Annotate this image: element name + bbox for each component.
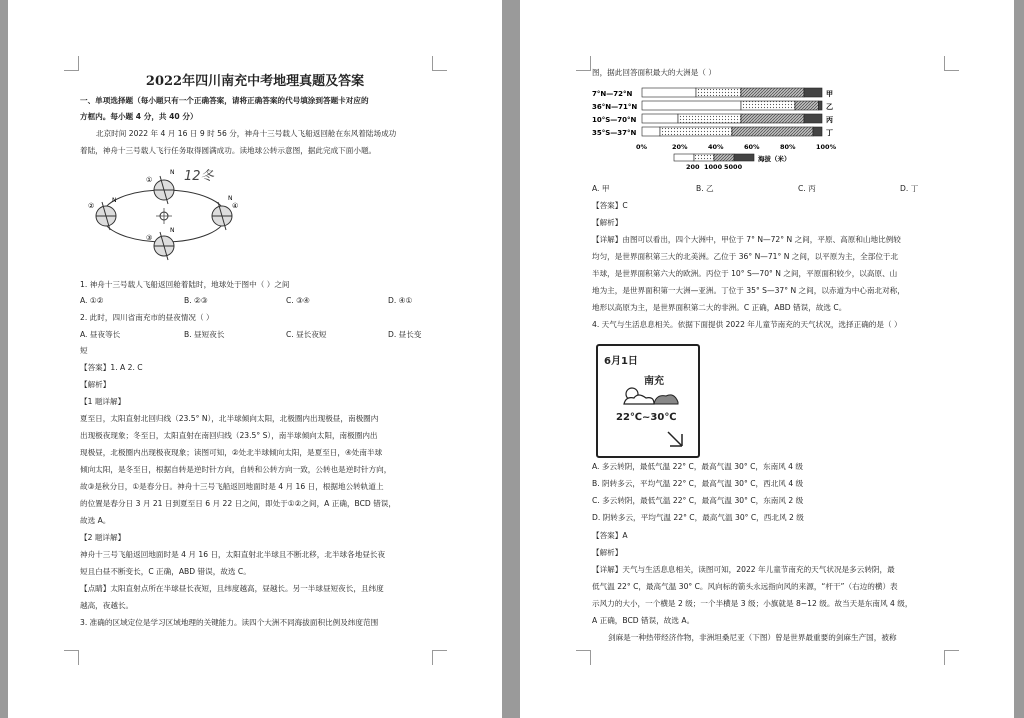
latitude-range-label: 10°S—70°N	[592, 116, 637, 124]
elevation-segment	[813, 127, 822, 136]
paragraph-line: 【详解】由图可以看出，四个大洲中，甲位于 7° N—72° N 之间，平原、高原和山地比例较	[592, 235, 901, 244]
crop-mark	[64, 56, 79, 71]
elevation-segment	[804, 114, 822, 123]
legend-swatch	[734, 154, 754, 161]
document-page-2	[520, 0, 1014, 718]
question-1: 1. 神舟十三号载人飞船返回舱着陆时，地球处于图中（ ）之间	[80, 280, 290, 289]
earth-position-1	[154, 176, 174, 204]
legend-value: 1000	[704, 163, 723, 171]
option-a: A. 多云转阴，最低气温 22° C，最高气温 30° C，东南风 4 级	[592, 462, 804, 471]
option-c: C. ③④	[286, 296, 310, 305]
option-d: D. 昼长变	[388, 330, 422, 339]
weather-date: 6月1日	[604, 356, 638, 367]
paragraph-line: 倾向太阳，是冬至日，根据自转是逆时针方向，自转和公转方向一致，公转也是逆时针方向，	[80, 465, 392, 474]
wind-vane-icon	[666, 430, 686, 450]
position-label: ①	[146, 176, 153, 184]
elevation-segment	[818, 101, 822, 110]
legend-swatch	[694, 154, 714, 161]
north-label: N	[170, 169, 175, 176]
question-3: 3. 准确的区域定位是学习区域地理的关键能力。读四个大洲不同海拔面积比例及纬度范围	[80, 618, 379, 627]
paragraph-line: 出现极夜现象；冬至日，太阳直射在南回归线（23.5° S），南半球倾向太阳，南极圈内出	[80, 431, 378, 440]
handwritten-note: 12冬	[184, 169, 214, 184]
analysis-heading: 【解析】	[592, 218, 623, 227]
paragraph-line: 短且白昼不断变长，C 正确，ABD 错误，故选 C。	[80, 567, 251, 576]
axis-tick-label: 100%	[816, 143, 837, 151]
continent-label: 丁	[826, 129, 833, 137]
paragraph-line: 故选 A。	[80, 516, 111, 525]
axis-tick-label: 80%	[780, 143, 796, 151]
cloudy-icon	[614, 382, 684, 408]
elevation-segment	[732, 127, 813, 136]
elevation-segment	[660, 127, 732, 136]
weather-card	[596, 344, 700, 458]
option-c: C. 昼长夜短	[286, 330, 327, 339]
paragraph-line: 均匀，是世界面积第三大的北美洲。乙位于 36° N—71° N 之间，以平原为主，全部位于北	[592, 252, 899, 261]
answer-line: 【答案】C	[592, 201, 628, 210]
paragraph-line: 着陆，神舟十三号载人飞行任务取得圆满成功。读地球公转示意图，据此完成下面小题。	[80, 146, 377, 155]
answer-line: 【答案】A	[592, 531, 628, 540]
axis-tick-label: 60%	[744, 143, 760, 151]
axis-tick-label: 0%	[636, 143, 648, 151]
paragraph-line: 越高，夜越长。	[80, 601, 134, 610]
elevation-segment	[678, 114, 741, 123]
position-label: ③	[146, 234, 153, 242]
elevation-segment	[642, 114, 678, 123]
elevation-segment	[642, 88, 696, 97]
position-label: ②	[88, 202, 95, 210]
paragraph-line: 半球，是世界面积第六大的欧洲。丙位于 10° S—70° N 之间，平原面积较少，以高原、山	[592, 269, 898, 278]
elevation-segment	[804, 88, 822, 97]
section-heading: 一、单项选择题（每小题只有一个正确答案，请将正确答案的代号填涂到答题卡对应的	[80, 96, 369, 105]
crop-mark	[64, 650, 79, 665]
option-c: C. 丙	[798, 184, 816, 193]
paragraph-line: 夏至日，太阳直射北回归线（23.5° N），北半球倾向太阳，北极圈内出现极昼，南极圈内	[80, 414, 379, 423]
option-d: D. ④①	[388, 296, 413, 305]
legend-value: 200	[686, 163, 700, 171]
analysis-heading: 【解析】	[80, 380, 111, 389]
paragraph-line: 短	[80, 346, 88, 355]
paragraph-line: 【详解】天气与生活息息相关，读图可知，2022 年儿童节南充的天气状况是多云转阴，最	[592, 565, 895, 574]
paragraph-line: 现极昼，北极圈内出现极夜现象；读图可知，②处北半球倾向太阳，是夏至日，④处南半球	[80, 448, 383, 457]
section-heading: 方框内。每小题 4 分，共 40 分）	[80, 112, 198, 121]
option-b: B. 阴转多云，平均气温 22° C，最高气温 30° C，西北风 4 级	[592, 479, 804, 488]
document-title: 2022年四川南充中考地理真题及答案	[145, 74, 365, 89]
legend-swatch	[714, 154, 734, 161]
analysis-heading: 【解析】	[592, 548, 623, 557]
question-4: 4. 天气与生活息息相关。依据下面提供 2022 年儿童节南充的天气状况，选择正确的是（ ）	[592, 320, 902, 329]
paragraph-line: 示风力的大小，一个横是 2 级；一个半横是 3 级；小旗就是 8~12 级。故当天是东南风 4 级，	[592, 599, 913, 608]
crop-mark	[576, 56, 591, 71]
latitude-range-label: 7°N—72°N	[592, 90, 633, 98]
continent-label: 甲	[826, 90, 833, 98]
weather-city: 南充	[644, 376, 664, 387]
elevation-segment	[642, 101, 741, 110]
elevation-segment	[741, 101, 795, 110]
weather-temp: 22℃~30℃	[616, 412, 677, 423]
answer-line: 【答案】1. A 2. C	[80, 363, 143, 372]
option-d: D. 阴转多云，平均气温 22° C，最高气温 30° C，西北风 2 级	[592, 513, 804, 522]
paragraph-line: 故③是秋分日，①是春分日。神舟十三号飞船返回地面时是 4 月 16 日，根据地公转轨道上	[80, 482, 384, 491]
analysis-subheading: 【1 题详解】	[80, 397, 126, 406]
latitude-range-label: 35°S—37°N	[592, 129, 637, 137]
elevation-segment	[642, 127, 660, 136]
legend-value: 5000	[724, 163, 743, 171]
earth-orbit-diagram	[86, 160, 246, 272]
option-b: B. 昼短夜长	[184, 330, 225, 339]
crop-mark	[944, 56, 959, 71]
earth-position-4	[212, 202, 232, 230]
paragraph-line: 【点睛】太阳直射点所在半球昼长夜短，且纬度越高，昼越长。另一半球昼短夜长，且纬度	[80, 584, 384, 593]
paragraph-line: A 正确，BCD 错误，故选 A。	[592, 616, 695, 625]
latitude-range-label: 36°N—71°N	[592, 103, 638, 111]
earth-position-2	[96, 202, 116, 230]
analysis-subheading: 【2 题详解】	[80, 533, 126, 542]
crop-mark	[576, 650, 591, 665]
paragraph-line: 地形以高原为主，是世界面积第二大的非洲。C 正确，ABD 错误，故选 C。	[592, 303, 847, 312]
crop-mark	[432, 650, 447, 665]
paragraph-line: 北京时间 2022 年 4 月 16 日 9 时 56 分，神舟十三号载人飞船返回舱在东风着陆场成功	[96, 129, 397, 138]
north-label: N	[170, 227, 175, 234]
option-c: C. 多云转阴，最低气温 22° C，最高气温 30° C，东南风 2 级	[592, 496, 804, 505]
option-b: B. 乙	[696, 184, 714, 193]
option-a: A. 甲	[592, 184, 610, 193]
north-label: N	[228, 195, 233, 202]
legend-swatch	[674, 154, 694, 161]
axis-tick-label: 20%	[672, 143, 688, 151]
crop-mark	[944, 650, 959, 665]
legend-unit: 海拔（米）	[758, 155, 791, 163]
elevation-segment	[696, 88, 741, 97]
crop-mark	[432, 56, 447, 71]
option-d: D. 丁	[900, 184, 919, 193]
paragraph-line: 的位置是春分日 3 月 21 日到夏至日 6 月 22 日之间，即处于①②之间，A 正确，BCD 错误，	[80, 499, 396, 508]
paragraph-line: 神舟十三号飞船返回地面时是 4 月 16 日，太阳直射北半球且不断北移，北半球各地昼长夜	[80, 550, 386, 559]
paragraph-line: 剑麻是一种热带经济作物，非洲坦桑尼亚（下图）曾是世界最重要的剑麻生产国，被称	[608, 633, 897, 642]
option-b: B. ②③	[184, 296, 208, 305]
axis-tick-label: 40%	[708, 143, 724, 151]
paragraph-line: 低气温 22° C，最高气温 30° C。风向标的箭头永远指向风的来源，“杆干”（右边的横）表	[592, 582, 898, 591]
option-a: A. ①②	[80, 296, 104, 305]
question-2: 2. 此时，四川省南充市的昼夜情况（ ）	[80, 313, 214, 322]
elevation-segment	[741, 114, 804, 123]
position-label: ④	[232, 202, 239, 210]
earth-position-3	[154, 232, 174, 260]
document-page-1	[8, 0, 502, 718]
elevation-bar-chart	[592, 82, 837, 178]
continent-label: 丙	[826, 116, 833, 124]
elevation-segment	[795, 101, 818, 110]
elevation-segment	[741, 88, 804, 97]
paragraph-line: 图，据此回答面积最大的大洲是（ ）	[592, 68, 716, 77]
north-label: N	[112, 197, 117, 204]
option-a: A. 昼夜等长	[80, 330, 121, 339]
continent-label: 乙	[826, 103, 833, 111]
paragraph-line: 地为主，是世界面积第一大洲—亚洲。丁位于 35° S—37° N 之间，以赤道为中心南北对称，	[592, 286, 905, 295]
